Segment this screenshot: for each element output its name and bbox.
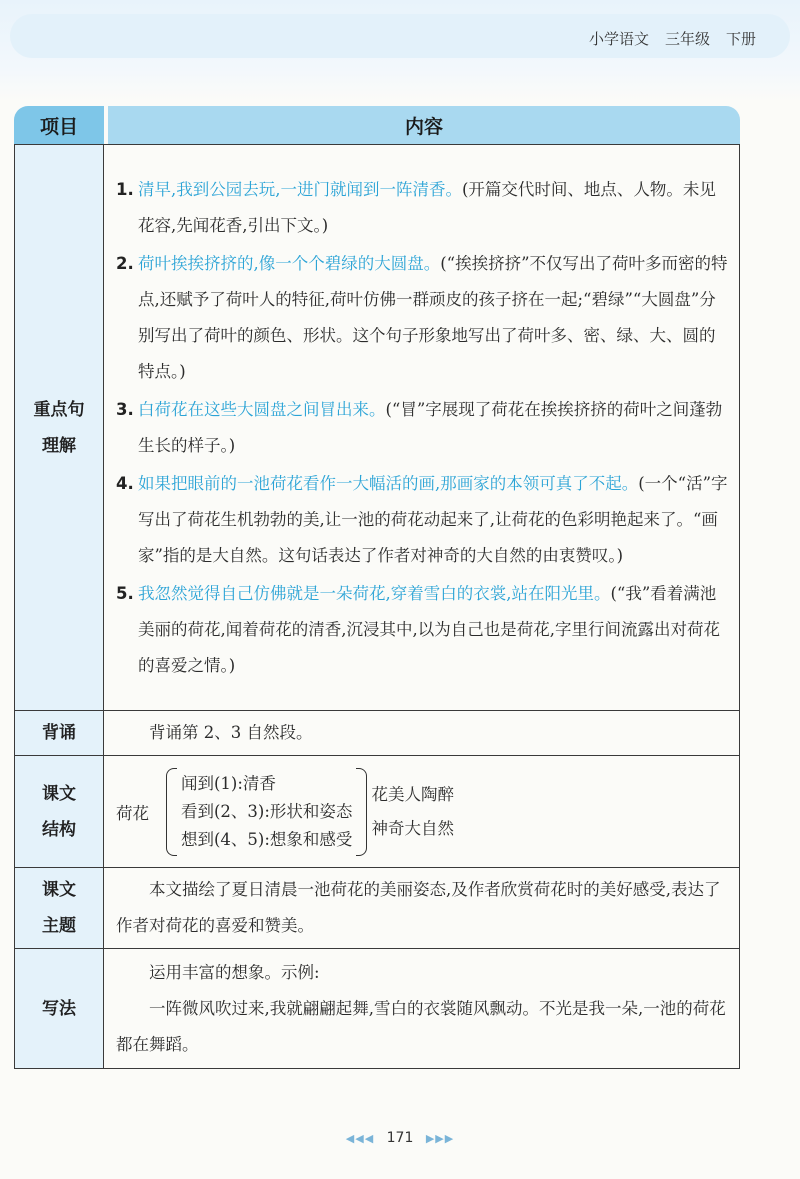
row-label-sentences: 重点句理解 [15,145,104,711]
structure-results [371,778,454,846]
row-label-structure: 课文结构 [15,756,104,868]
structure-diagram [116,759,729,865]
writing-intro: 运用丰富的想象。示例: [149,962,320,982]
grade-label: 三年级 [664,30,710,48]
row-label-theme: 课文主题 [15,868,104,949]
column-header-item: 项目 [14,106,104,144]
sentence-note: (一个“活”字写出了荷花生机勃勃的美,让一池的荷花动起来了,让荷花的色彩明艳起来了。“画家”指的是大自然。这句话表达了作者对神奇的大自然的由衷赞叹。) [138,473,728,565]
structure-root: 荷花 [116,803,149,823]
left-arrows-icon: ◀◀◀ [345,1132,375,1145]
left-brace [166,768,177,856]
sentence-item: 1. 清早,我到公园去玩,一进门就闻到一阵清香。(开篇交代时间、地点、人物。未见花容,先闻花香,引出下文。) [116,179,716,235]
row-label-recite: 背诵 [15,711,104,756]
table-row-sentences [15,145,740,711]
sentence-note: (“冒”字展现了荷花在挨挨挤挤的荷叶之间蓬勃生长的样子。) [138,399,723,455]
structure-result: 神奇大自然 [371,818,454,838]
table-row-recite [15,711,740,756]
table-row-writing [15,949,740,1069]
theme-text: 本文描绘了夏日清晨一池荷花的美丽姿态,及作者欣赏荷花时的美好感受,表达了作者对荷花的喜爱和赞美。 [116,880,721,935]
table-header [14,106,740,144]
sentence-quote: 白荷花在这些大圆盘之间冒出来。 [138,399,386,419]
column-header-content: 内容 [108,106,740,144]
sentences-list [104,145,740,711]
subject-label: 小学语文 [588,30,649,48]
sentence-item: 3. 白荷花在这些大圆盘之间冒出来。(“冒”字展现了荷花在挨挨挤挤的荷叶之间蓬勃生长的样子。) [116,399,723,455]
volume-label: 下册 [725,30,756,48]
sentence-item: 4. 如果把眼前的一池荷花看作一大幅活的画,那画家的本领可真了不起。(一个“活”字写出了荷花生机勃勃的美,让一池的荷花动起来了,让荷花的色彩明艳起来了。“画家”指的是大自然。这句话表达了作者对神奇的大自然的由衷赞叹。) [116,473,728,565]
summary-table [14,144,740,1069]
table-row-structure [15,756,740,868]
sentence-note: (“挨挨挤挤”不仅写出了荷叶多而密的特点,还赋予了荷叶人的特征,荷叶仿佛一群顽皮的孩子挤在一起;“碧绿”“大圆盘”分别写出了荷叶的颜色、形状。这个句子形象地写出了荷叶多、密、绿、大、圆的特点。) [138,253,728,381]
right-brace [356,768,367,856]
page-number: 171 [386,1130,414,1146]
table-row-theme [15,868,740,949]
sentence-quote: 清早,我到公园去玩,一进门就闻到一阵清香。 [138,179,462,199]
structure-branches [181,770,352,854]
sentence-note: (开篇交代时间、地点、人物。未见花容,先闻花香,引出下文。) [138,179,716,235]
sentence-quote: 如果把眼前的一池荷花看作一大幅活的画,那画家的本领可真了不起。 [138,473,639,493]
structure-result: 花美人陶醉 [371,784,454,804]
row-label-writing: 写法 [15,949,104,1069]
sentence-quote: 我忽然觉得自己仿佛就是一朵荷花,穿着雪白的衣裳,站在阳光里。 [138,583,611,603]
writing-example: 一阵微风吹过来,我就翩翩起舞,雪白的衣裳随风飘动。不光是我一朵,一池的荷花都在舞蹈。 [116,998,726,1054]
sentence-quote: 荷叶挨挨挤挤的,像一个个碧绿的大圆盘。 [138,253,441,273]
structure-branch: 看到(2、3):形状和姿态 [181,801,353,821]
sentence-item: 5. 我忽然觉得自己仿佛就是一朵荷花,穿着雪白的衣裳,站在阳光里。(“我”看着满池美丽的荷花,闻着荷花的清香,沉浸其中,以为自己也是荷花,字里行间流露出对荷花的喜爱之情。) [116,583,720,675]
structure-branch: 闻到(1):清香 [181,773,276,793]
sentence-note: (“我”看着满池美丽的荷花,闻着荷花的清香,沉浸其中,以为自己也是荷花,字里行间流露出对荷花的喜爱之情。) [138,583,720,675]
recite-text: 背诵第 2、3 自然段。 [149,723,313,742]
sentence-item: 2. 荷叶挨挨挤挤的,像一个个碧绿的大圆盘。(“挨挨挤挤”不仅写出了荷叶多而密的特点,还赋予了荷叶人的特征,荷叶仿佛一群顽皮的孩子挤在一起;“碧绿”“大圆盘”分别写出了荷叶的颜色、形状。这个句子形象地写出了荷叶多、密、绿、大、圆的特点。) [116,253,728,381]
page-footer [0,1130,800,1146]
book-header [589,28,756,49]
right-arrows-icon: ▶▶▶ [425,1132,455,1145]
structure-branch: 想到(4、5):想象和感受 [181,829,353,849]
